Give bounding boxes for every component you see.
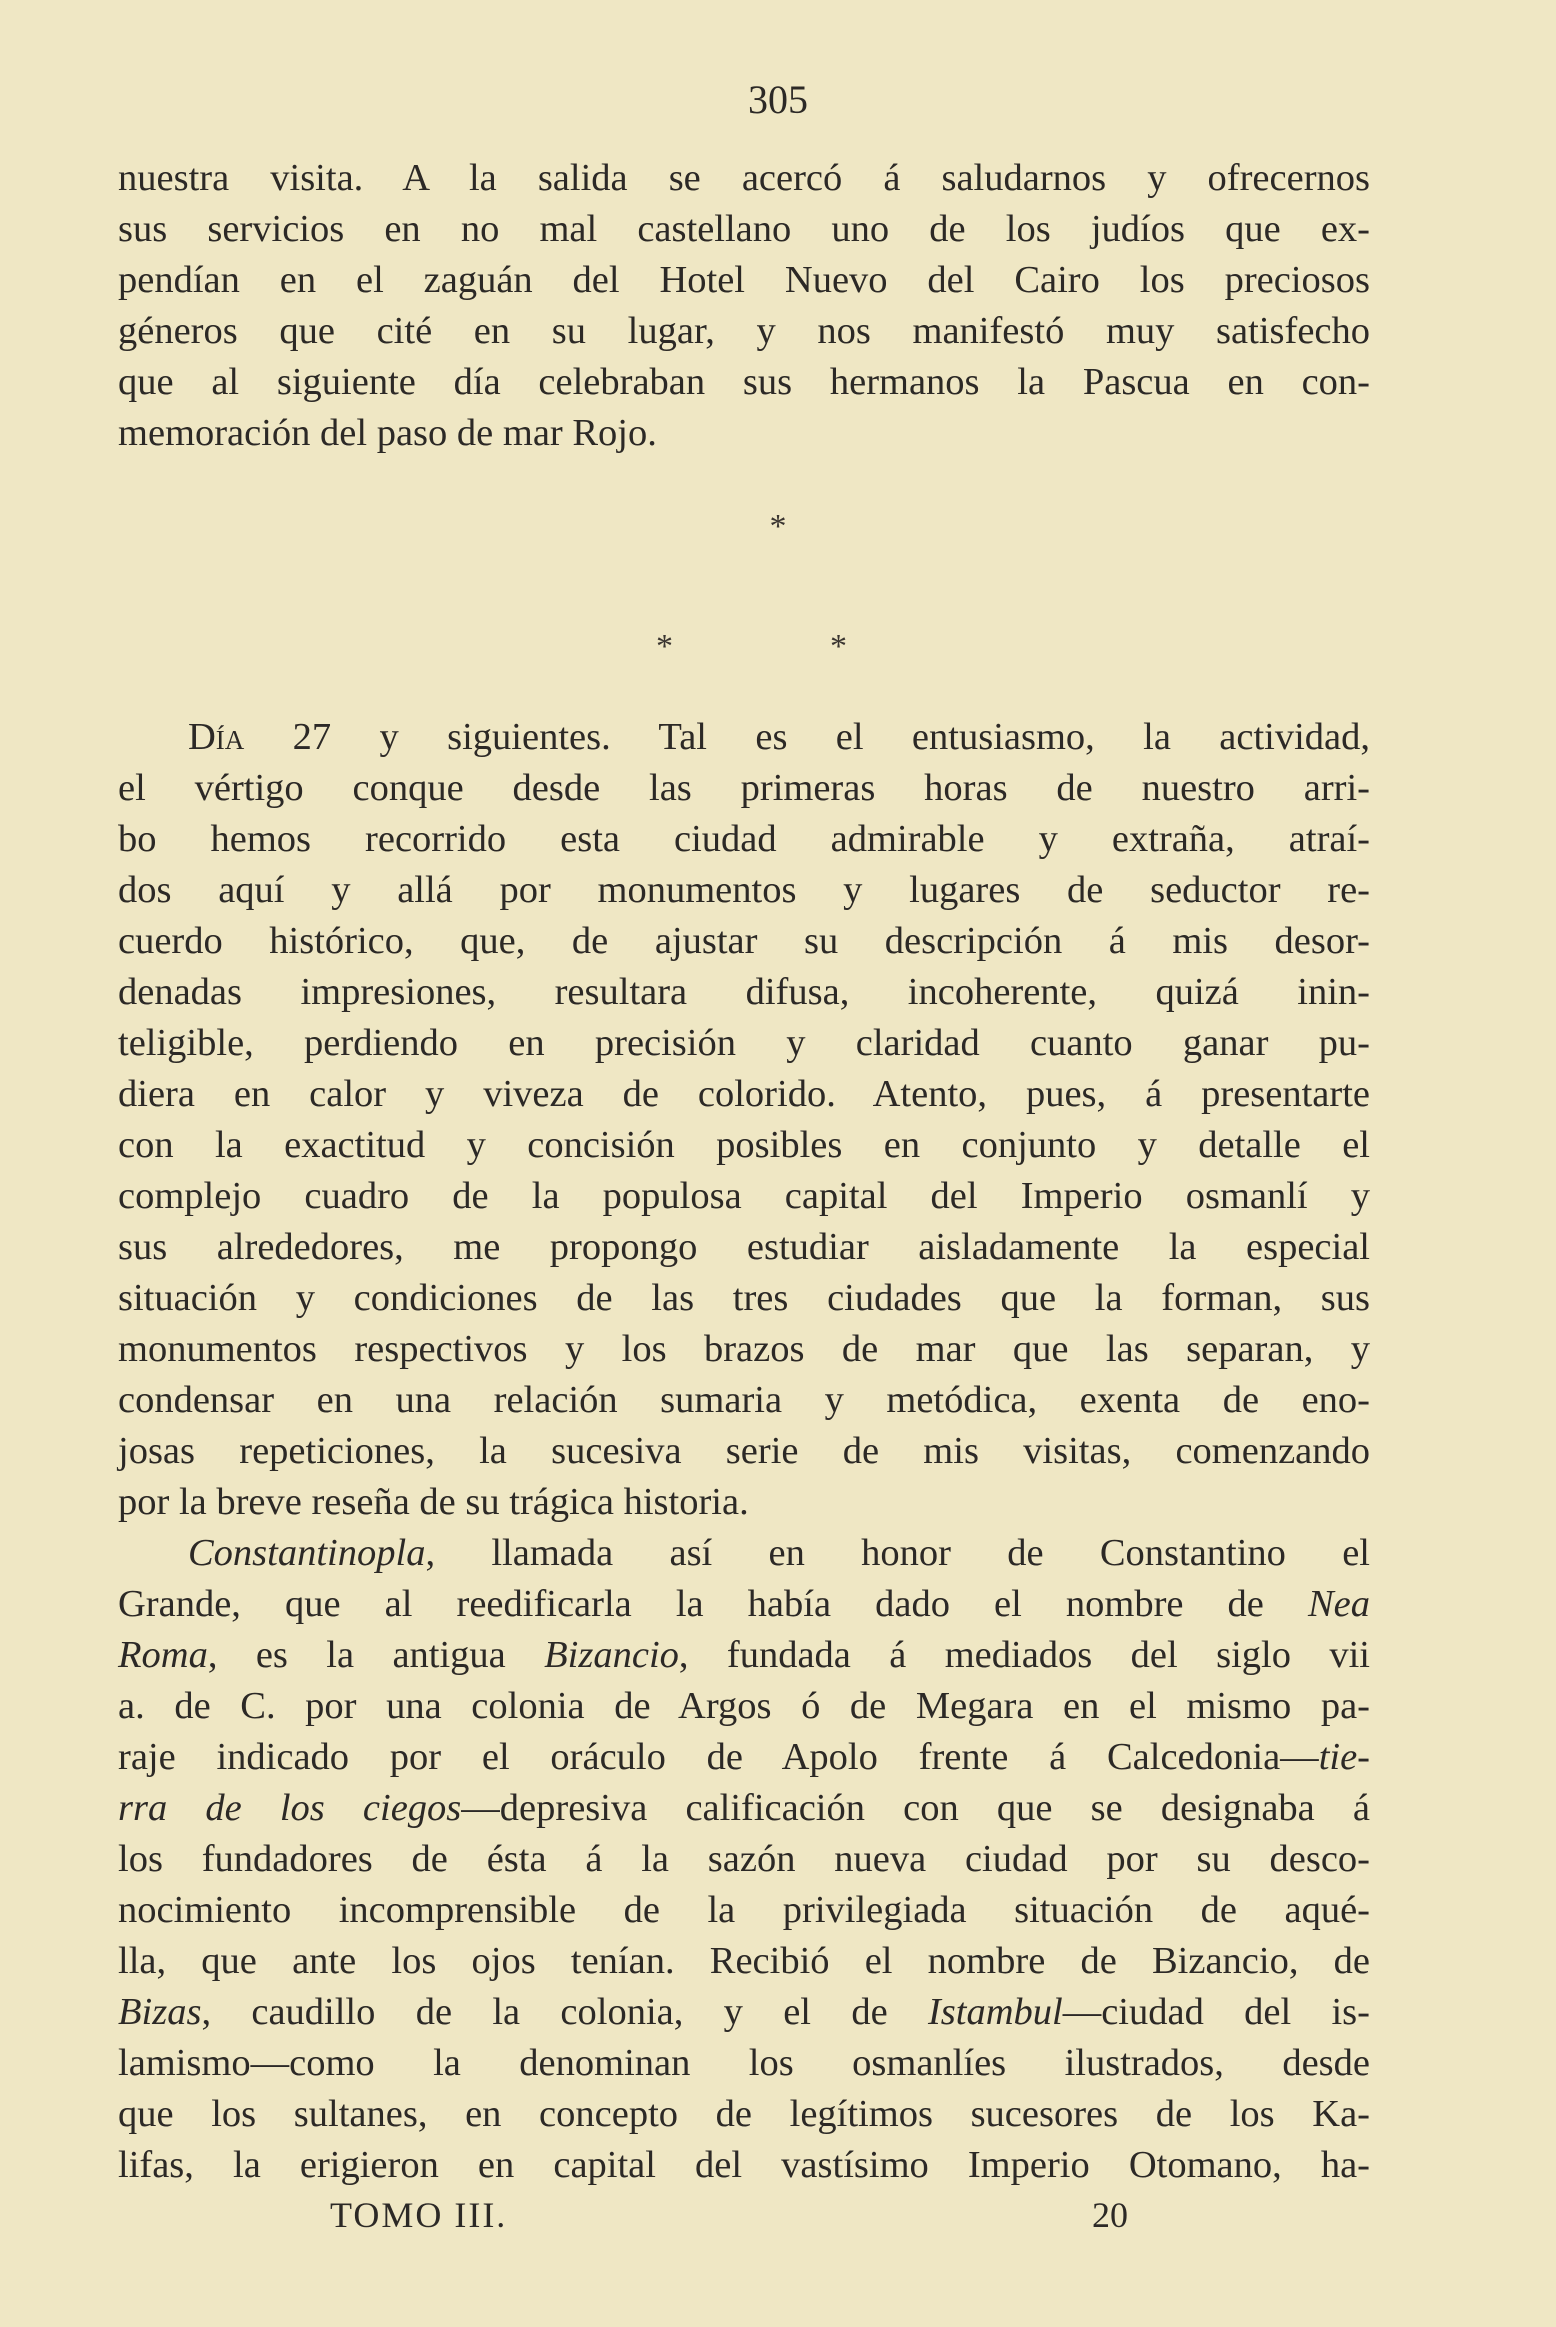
text-line: sus servicios en no mal castellano uno de los judíos que ex-: [118, 208, 1370, 250]
text-line: dos aquí y allá por monumentos y lugares de seductor re-: [118, 869, 1370, 911]
volume-label: TOMO III.: [330, 2195, 508, 2235]
text-line: nuestra visita. A la salida se acercó á saludarnos y ofrecernos: [118, 157, 1370, 199]
text-segment: , es la antigua: [207, 1634, 545, 1676]
text-line: a. de C. por una colonia de Argos ó de Megara en el mismo pa-: [118, 1685, 1370, 1727]
text-segment: , llamada así en honor de Constantino el: [425, 1532, 1370, 1574]
text-line: que los sultanes, en concepto de legítimos sucesores de los Ka-: [118, 2093, 1370, 2135]
text-line: monumentos respectivos y los brazos de mar que las separan, y: [118, 1328, 1370, 1370]
text-line: [118, 1579, 1370, 1630]
text-segment: y siguientes. Tal es el entusiasmo, la actividad,: [331, 716, 1371, 758]
text-segment: —depresiva calificación con que se designaba á: [461, 1787, 1370, 1829]
signature-mark: 20: [1092, 2195, 1128, 2235]
text-line: memoración del paso de mar Rojo.: [118, 412, 657, 454]
text-line: pendían en el zaguán del Hotel Nuevo del Cairo los preciosos: [118, 259, 1370, 301]
italic-term: Bizas: [118, 1991, 202, 2033]
text-line: sus alrededores, me propongo estudiar aisladamente la especial: [118, 1226, 1370, 1268]
text-line: complejo cuadro de la populosa capital del Imperio osmanlí y: [118, 1175, 1370, 1217]
text-line: géneros que cité en su lugar, y nos manifestó muy satisfecho: [118, 310, 1370, 352]
italic-term: Bizancio: [544, 1634, 679, 1676]
paragraph-3: [118, 1528, 1370, 2191]
text-line: teligible, perdiendo en precisión y claridad cuanto ganar pu-: [118, 1022, 1370, 1064]
text-line: que al siguiente día celebraban sus hermanos la Pascua en con-: [118, 361, 1370, 403]
text-line: nocimiento incomprensible de la privilegiada situación de aqué-: [118, 1889, 1370, 1931]
asterisk-left: *: [656, 628, 673, 665]
text-line: [118, 1630, 1370, 1681]
text-segment: , fundada á mediados del siglo vii: [678, 1634, 1370, 1676]
text-segment: , caudillo de la colonia, y el de: [201, 1991, 928, 2033]
page-number: 305: [748, 77, 808, 122]
text-line: [118, 1528, 1370, 1579]
paragraph-1: [118, 153, 1370, 459]
paragraph-2: [118, 712, 1370, 1528]
text-line: lifas, la erigieron en capital del vastísimo Imperio Otomano, ha-: [118, 2144, 1370, 2186]
text-line: diera en calor y viveza de colorido. Atento, pues, á presentarte: [118, 1073, 1370, 1115]
italic-term: Nea: [1307, 1583, 1370, 1625]
text-line: condensar en una relación sumaria y metódica, exenta de eno-: [118, 1379, 1370, 1421]
text-line: con la exactitud y concisión posibles en conjunto y detalle el: [118, 1124, 1370, 1166]
text-line: situación y condiciones de las tres ciudades que la forman, sus: [118, 1277, 1370, 1319]
text-line: [118, 1987, 1370, 2038]
italic-term: tie-: [1318, 1736, 1370, 1778]
text-segment: —ciudad del is-: [1062, 1991, 1370, 2033]
italic-term: Constantinopla: [188, 1532, 426, 1574]
text-line: el vértigo conque desde las primeras horas de nuestro arri-: [118, 767, 1370, 809]
asterism-top: *: [769, 508, 787, 545]
text-segment: Grande, que al reedificarla la había dado el nombre de: [118, 1583, 1308, 1625]
italic-term: Roma: [118, 1634, 208, 1676]
text-line: por la breve reseña de su trágica historia.: [118, 1481, 749, 1523]
text-line: [118, 1732, 1370, 1783]
text-line: denadas impresiones, resultara difusa, incoherente, quizá inin-: [118, 971, 1370, 1013]
text-line: josas repeticiones, la sucesiva serie de mis visitas, comenzando: [118, 1430, 1370, 1472]
italic-term: rra de los ciegos: [118, 1787, 462, 1829]
text-line: lamismo—como la denominan los osmanlíes ilustrados, desde: [118, 2042, 1370, 2084]
text-line: los fundadores de ésta á la sazón nueva ciudad por su desco-: [118, 1838, 1370, 1880]
asterisk-right: *: [830, 628, 847, 665]
text-line: cuerdo histórico, que, de ajustar su descripción á mis desor-: [118, 920, 1370, 962]
day-heading: Día 27: [188, 716, 332, 758]
text-line: [118, 1783, 1370, 1834]
text-line: lla, que ante los ojos tenían. Recibió el nombre de Bizancio, de: [118, 1940, 1370, 1982]
text-line: bo hemos recorrido esta ciudad admirable y extraña, atraí-: [118, 818, 1370, 860]
italic-term: Istambul: [927, 1991, 1063, 2033]
text-segment: raje indicado por el oráculo de Apolo frente á Calcedonia—: [118, 1736, 1319, 1778]
text-line: [118, 712, 1370, 763]
